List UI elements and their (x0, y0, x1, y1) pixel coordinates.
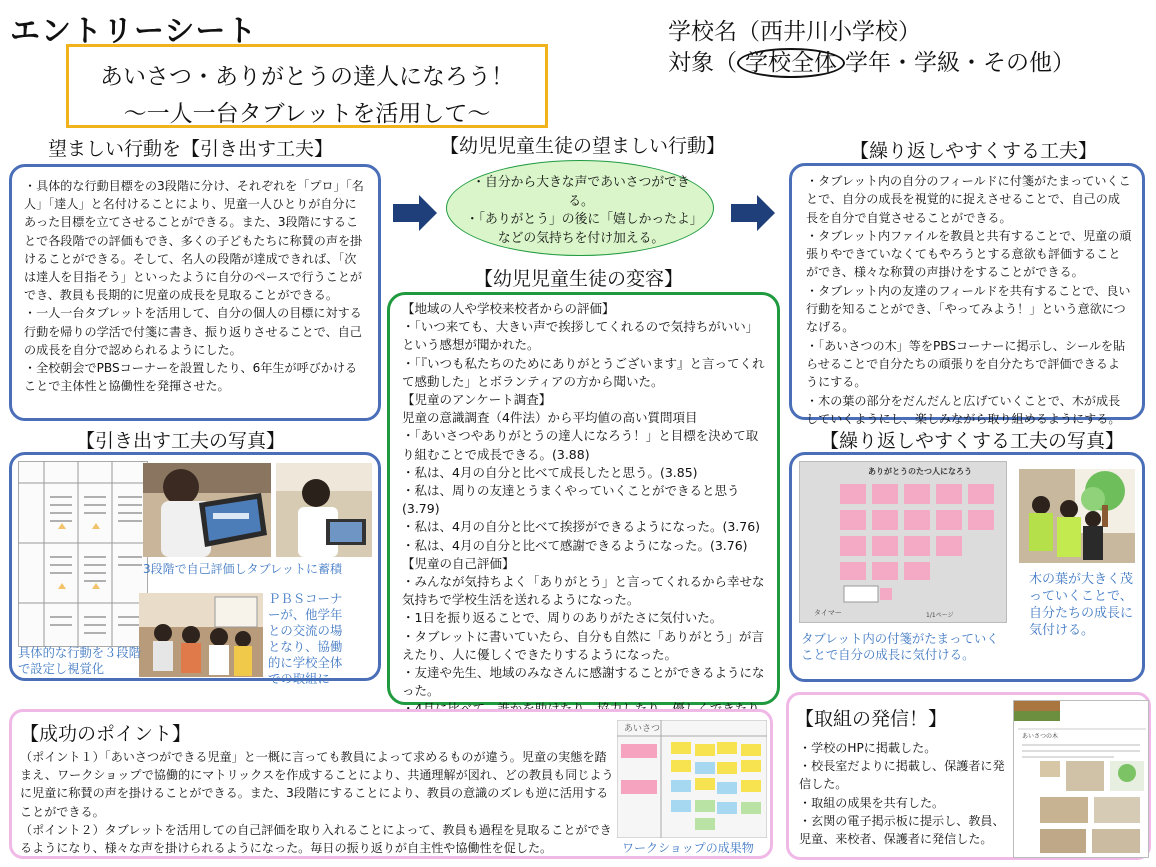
webpage-graphic (1014, 701, 1149, 858)
right-text-box (789, 163, 1145, 426)
pbs-corner-photo (139, 593, 263, 677)
change-box (387, 292, 780, 705)
screen-page: 1/1ページ (926, 612, 954, 619)
sheet-title: エントリーシート (10, 14, 258, 49)
school-name: 学校名（西井川小学校） (668, 19, 921, 45)
sticky-notes-graphic (800, 462, 1007, 623)
school-webpage-photo (1013, 700, 1149, 858)
send-box (786, 692, 1151, 860)
workshop-caption: ワークショップの成果物 (622, 841, 754, 855)
target-line (668, 44, 1075, 77)
target-selected: 学校全体 (737, 48, 845, 78)
right-photo-box (789, 452, 1145, 682)
target-prefix: 対象（ (668, 50, 737, 76)
left-photo-heading: 【引き出す工夫の写真】 (76, 430, 286, 452)
left-text: ・具体的な行動目標をの3段階に分け、それぞれを「プロ」「名人」「達人」と名付けることにより、児童一人ひとりが自分にあった目標を立てさせることができる。また、3段階にすることで各段階での評価もでき、多くの子どもたちに称賛の声を掛けることができる。そして、名人の段階が達成できれば、「次は達人を目指そう」といったように自分のペースで行うことができ、教員も長期的に児童の成長を見取ることができる。 ・一人一台タブレットを活用して、自分の個人の目標に対する行動を帰りの学活で付箋に書き、振り返りさせることで、自己の成長を自分で認められるようにした。 ・全校朝会でPBSコーナーを設置したり、6年生が呼びかけることで主体性と協働性を発揮させた。 (24, 179, 364, 394)
child-photo (276, 463, 372, 557)
right-caption-tree: 木の葉が大きく茂っていくことで、自分たちの成長に気付ける。 (1029, 572, 1134, 638)
main-title-line2: ～一人一台タブレットを活用して～ (123, 101, 491, 127)
matrix-photo (18, 461, 148, 647)
main-title-line1: あいさつ・ありがとうの達人になろう！ (100, 64, 514, 90)
success-heading: 【成功のポイント】 (20, 723, 192, 745)
greeting-tree-photo (1019, 469, 1135, 563)
right-caption-notes: タブレット内の付箋がたまっていくことで自分の成長に気付ける。 (801, 631, 999, 662)
right-arrow-icon (393, 195, 437, 231)
left-text-box (9, 164, 381, 421)
screen-timer: タイマー (814, 609, 842, 617)
workshop-board-label: あいさつ (624, 724, 661, 734)
screen-title: ありがとうのたつ人になろう (868, 467, 972, 476)
left-caption-matrix: 具体的な行動を３段階で設定し視覚化 (18, 646, 141, 676)
success-box (9, 709, 773, 859)
left-heading: 望ましい行動を【引き出す工夫】 (48, 138, 334, 160)
main-title-box (66, 44, 548, 128)
webpage-title: あいさつの木 (1022, 733, 1059, 740)
left-photo-box (9, 452, 381, 686)
right-text: ・タブレット内の自分のフィールドに付箋がたまっていくことで、自分の成長を視覚的に捉えさせることで、自己の成長を自分で自覚させることができる。 ・タブレット内ファイルを教員と共有することで、児童の頑張りやできていなくてもやろうとする意欲も評価することができ、様々な称賛の声掛けをすることができる。 ・タブレット内の友達のフィールドを共有することで、良い行動を知ることができ、「やってみよう！」という意欲につなげる。 ・「あいさつの木」等をPBSコーナーに掲示し、シールを貼らせることで自分たちの頑張りを自分たちで評価できるようにする。 ・木の葉の部分をだんだんと広げていくことで、木が成長していくようにし、楽しみながら取り組めるようにする。 (806, 174, 1132, 426)
target-rest: 学年・学級・その他） (845, 50, 1075, 76)
change-heading: 【幼児児童生徒の変容】 (474, 268, 684, 290)
right-arrow-icon (731, 195, 775, 231)
center-heading: 【幼児児童生徒の望ましい行動】 (440, 135, 726, 157)
send-heading: 【取組の発信！】 (795, 708, 948, 730)
left-caption-pbs: ＰＢＳコーナーが、他学年との交流の場となり、協働的に学校全体での取組に (268, 591, 343, 686)
send-text: ・学校のHPに掲載した。 ・校長室だよりに掲載し、保護者に発信した。 ・取組の成果を共有した。 ・玄関の電子掲示板に提示し、教員、児童、来校者、保護者に発信した。 (799, 741, 1005, 847)
right-photo-heading: 【繰り返しやすくする工夫の写真】 (820, 430, 1125, 452)
success-text: （ポイント１）「あいさつができる児童」と一概に言っても教員によって求めるものが違う。児童の実態を踏まえ、ワークショップで協働的にマトリックスを作成することにより、共通理解が図れ、どの教員も同じように児童に称賛の声を掛けることができる。また、3段階にすることにより、教員の意識のズレも逆に活用することができる。 （ポイント２）タブレットを活用しての自己評価を取り入れることによって、教員も過程を見取ることができるようになり、様々な声を掛けられるようになった。毎日の振り返りが自主性や協働性を促した。 (20, 750, 614, 856)
workshop-photo (617, 720, 767, 838)
sticky-note-screen-photo (799, 461, 1007, 623)
tablet-photo (143, 463, 271, 557)
change-text: 【地域の人や学校来校者からの評価】 ・「いつ来ても、大きい声で挨拶してくれるので気持ちがいい」という感想が聞かれた。 ・「『いつも私たちのためにありがとうございます』と言ってくれて感動した」とボランティアの方から聞いた。 【児童のアンケート調査】 児童の意識調査（4件法）から平均値の高い質問項目 ・「あいさつやありがとうの達人になろう！」と目標を決めて取り組むことで成長できる。(3.88) ・私は、4月の自分と比べて成長したと思う。(3.85) ・私は、周りの友達とうまくやっていくことができると思う(3.79) ・私は、4月の自分と比べて挨拶ができるようになった。(3.76) ・私は、4月の自分と比べて感謝できるようになった。(3.76) 【児童の自己評価】 ・みんなが気持ちよく「ありがとう」と言ってくれるから幸せな気持ちで学校生活を送れるようになった。 ・1日を振り返ることで、周りのありがたさに気付いた。 ・タブレットに書いていたら、自分も自然に「ありがとう」が言えたり、人に優しくできたりするようになった。 ・友達や先生、地域のみなさんに感謝することができるようになった。 (402, 301, 765, 699)
desired-behavior-text: ・自分から大きな声であいさつができる。 ・「ありがとう」の後に「嬉しかったよ」などの気持ちを付け加える。 (465, 175, 697, 246)
left-caption-tablet: 3段階で自己評価しタブレットに蓄積 (143, 562, 343, 576)
right-heading: 【繰り返しやすくする工夫】 (850, 140, 1098, 162)
desired-behavior-oval (446, 160, 714, 256)
